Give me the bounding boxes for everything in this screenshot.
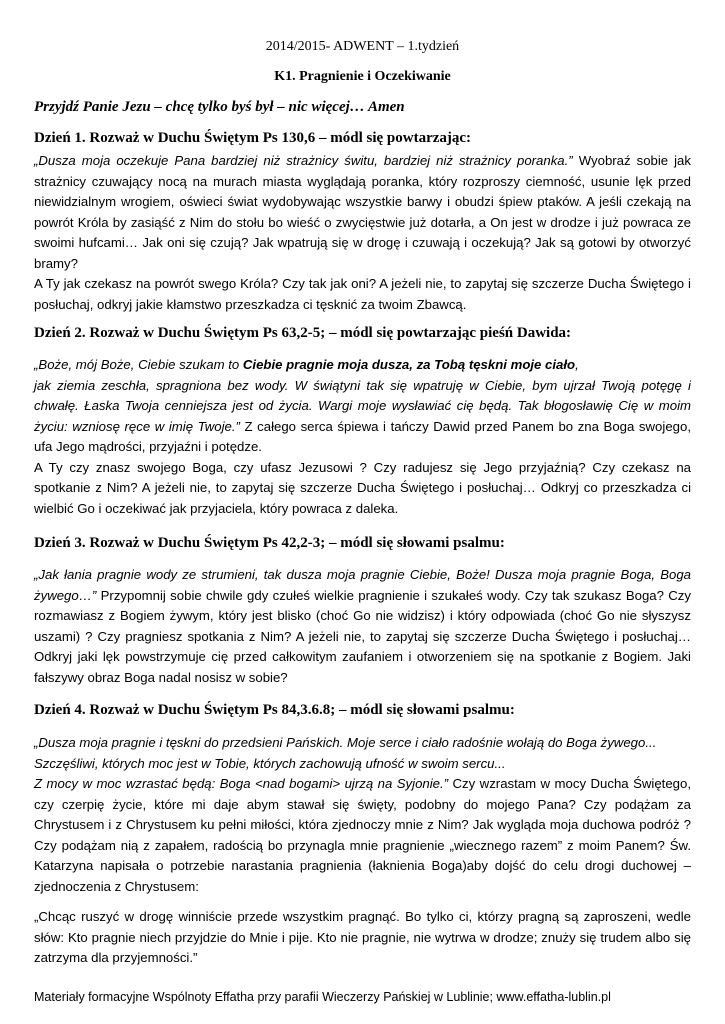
- day-2-quote-emphasis: Ciebie pragnie moja dusza, za Tobą tęskni moje ciało: [242, 357, 576, 372]
- day-2-quote-rest: jak ziemia zeschła, spragniona bez wody. W świątyni tak się wpatruję w Ciebie, bym ujrzał Twoją potęgę i chwałę. Łaska Twoja cenniejsza jest od życia. Wargi moje wysławiać cię będą. Tak błogosławię Cię w moim życiu: wzniosę ręce w imię Twoje.”: [34, 377, 691, 434]
- day-1-heading: Dzień 1. Rozważ w Duchu Świętym Ps 130,6 – módl się powtarzając:: [34, 130, 472, 146]
- day-1-question: A Ty jak czekasz na powrót swego Króla? Czy tak jak oni? A jeżeli nie, to zapytaj się szczerze Ducha Świętego i posłuchaj, odkryj jakie kłamstwo przeszkadza ci tęsknić za twoim Zbawcą.: [34, 276, 691, 312]
- day-1-text: Wyobraź sobie jak strażnicy czuwający nocą na murach miasta wyglądają poranka, który rozproszy ciemność, usunie lęk przed niewidzialnym wrogiem, oświeci świat wydobywając wszystkie barwy i obudzi śpiew ptaków. A jeśli czekają na powrót Króla by zasiąść z Nim do stołu bo wieść o zwycięstwie już dotarła, a On jest w drodze i już powraca ze swoimi hufcami… Jak oni się czują? Jak wpatrują się w drogę i czuwają i oczekują? Jak są gotowi by otworzyć bramy?: [34, 153, 691, 271]
- day-1-body: [34, 151, 691, 315]
- day-3-heading: Dzień 3. Rozważ w Duchu Świętym Ps 42,2-3; – módl się słowami psalmu:: [34, 535, 505, 551]
- day-2-quote-line: [34, 355, 691, 376]
- day-3-quote: „Jak łania pragnie wody ze strumieni, tak dusza moja pragnie Ciebie, Boże! Dusza moja pragnie Boga, Boga żywego…”: [34, 567, 691, 603]
- day-2-quote-comma: ,: [575, 357, 579, 372]
- day-2-quote-start: „Boże, mój Boże, Ciebie szukam to: [34, 357, 243, 372]
- day-3-text: Przypomnij sobie chwile gdy czułeś wielkie pragnienie i szukałeś wody. Czy tak szukasz Boga? Czy rozmawiasz z Bogiem żywym, który jest blisko (choć Go nie widzisz) i który odpowiada (choć Go nie słyszysz uszami) ? Czy pragniesz spotkania z Nim? A jeżeli nie, to zapytaj się szczerze Ducha Świętego i posłuchaj… Odkryj jaki lęk powstrzymuje cię przed całkowitym zaufaniem i otworzeniem się na spotkanie z Bogiem. Jaki fałszywy obraz Boga nadal nosisz w sobie?: [34, 587, 691, 685]
- day-4-quote-line-3: Z mocy w moc wzrastać będą: Boga <nad bogami> ujrzą na Syjonie.”: [34, 776, 449, 791]
- day-2-paragraph: [34, 376, 691, 458]
- day-4-text: Czy wzrastam w mocy Ducha Świętego, czy czerpię życie, które mi daje abym stawał się święty, podobny do mojego Pana? Czy podążam za Chrystusem i z Chrystusem ku pełni miłości, która zjednoczy mnie z Nim? Jak wygląda moja duchowa podróż ? Czy podążam nią z zapałem, radością bo przynagla mnie pragnienie „wiecznego razem” z moim Panem? Św. Katarzyna napisała o potrzebie narastania pragnienia (łaknienia Boga)aby dojść do celu drogi duchowej – zjednoczenia z Chrystusem:: [34, 776, 691, 894]
- opening-prayer: Przyjdź Panie Jezu – chcę tylko byś był – nic więcej… Amen: [34, 99, 405, 115]
- footer-note: Materiały formacyjne Wspólnoty Effatha przy parafii Wieczerzy Pańskiej w Lublinie; www.effatha-lublin.pl: [34, 990, 611, 1004]
- day-3-paragraph: [34, 565, 691, 688]
- day-2-heading: Dzień 2. Rozważ w Duchu Świętym Ps 63,2-5; – módl się powtarzając pieśń Dawida:: [34, 325, 572, 341]
- day-4-heading: Dzień 4. Rozważ w Duchu Świętym Ps 84,3.6.8; – módl się słowami psalmu:: [34, 702, 515, 718]
- day-2-question: A Ty czy znasz swojego Boga, czy ufasz Jezusowi ? Czy radujesz się Jego przyjaźnią? Czy czekasz na spotkanie z Nim? A jeżeli nie, to zapytaj się szczerze Ducha Świętego i posłuchaj… Odkryj co przeszkadza ci wielbić Go i oczekiwać jak przyjaciela, który powraca z daleka.: [34, 459, 691, 516]
- day-4-body: [34, 733, 691, 897]
- day-4-quote-line-2: Szczęśliwi, których moc jest w Tobie, których zachowują ufność w swoim sercu...: [34, 755, 506, 771]
- period-line: 2014/2015- ADWENT – 1.tydzień: [265, 39, 460, 54]
- day-4-quote-line-1: „Dusza moja pragnie i tęskni do przedsieni Pańskich. Moje serce i ciało radośnie wołają do Boga żywego...: [34, 735, 657, 750]
- document-title: K1. Pragnienie i Oczekiwanie: [274, 69, 451, 84]
- day-1-quote: „Dusza moja oczekuje Pana bardziej niż strażnicy świtu, bardziej niż strażnicy poranka.”: [34, 153, 573, 168]
- day-2-body: [34, 355, 691, 519]
- day-3-body: [34, 565, 691, 688]
- day-4-paragraph: [34, 774, 691, 897]
- day-1-paragraph: [34, 151, 691, 274]
- day-4-closing-quote: „Chcąc ruszyć w drogę winniście przede wszystkim pragnąć. Bo tylko ci, którzy pragną są zaproszeni, wedle słów: Kto pragnie niech przyjdzie do Mnie i pije. Kto nie pragnie, nie wytrwa w drodze; znuży się trudem albo się zatrzyma dla przyjemności.”: [34, 909, 691, 965]
- day-2-text: Z całego serca śpiewa i tańczy Dawid przed Panem bo zna Boga swojego, ufa Jego mądrości, przyjaźni i potędze.: [34, 418, 691, 454]
